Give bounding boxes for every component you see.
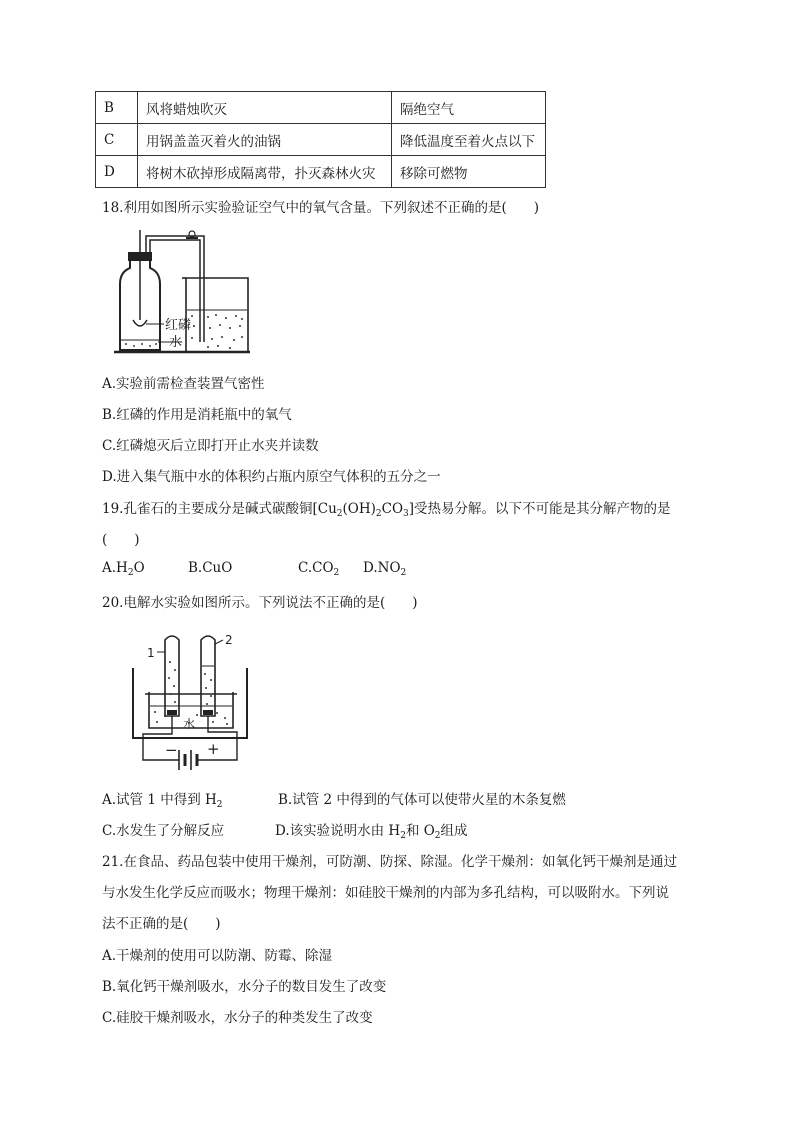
q18-option-a: A.实验前需检查装置气密性	[102, 376, 265, 392]
subscript: 2	[127, 568, 134, 578]
q19-stem-part: CO	[381, 501, 404, 517]
table-row	[96, 124, 546, 156]
q21-option-c: C.硅胶干燥剂吸水，水分子的种类发生了改变	[102, 1010, 373, 1026]
subscript: 2	[400, 568, 407, 578]
q20-stem: 20.电解水实验如图所示。下列说法不正确的是( )	[102, 595, 418, 611]
label-positive: +	[207, 740, 220, 758]
table-cell-action: 用锅盖盖灭着火的油锅	[138, 124, 392, 156]
q18-option-d: D.进入集气瓶中水的体积约占瓶内原空气体积的五分之一	[102, 469, 441, 485]
option-text: D.NO	[363, 560, 401, 576]
option-text: 和 O	[405, 823, 435, 839]
subscript: 2	[400, 831, 406, 841]
label-water: 水	[169, 335, 183, 350]
q19-stem	[102, 497, 671, 517]
label-negative: −	[165, 741, 178, 759]
q18-apparatus-figure	[112, 222, 252, 357]
q19-stem-part: (OH)	[342, 501, 376, 517]
table-cell-letter: B	[96, 92, 138, 124]
label-phosphorus: 红磷	[165, 318, 192, 333]
table-cell-letter: C	[96, 124, 138, 156]
q21-stem-line-2: 与水发生化学反应而吸水；物理干燥剂：如硅胶干燥剂的内部为多孔结构，可以吸附水。下列说	[102, 885, 669, 901]
option-text: D.该实验说明水由 H	[275, 823, 401, 839]
q18-option-c: C.红磷熄灭后立即打开止水夹并读数	[102, 438, 319, 454]
options-table	[95, 91, 546, 188]
option-text: O	[133, 560, 145, 576]
q20-option-c: C.水发生了分解反应	[102, 823, 225, 839]
q19-stem-part: ]受热易分解。以下不可能是其分解产物的是	[408, 501, 671, 517]
label-tube-2: 2	[225, 633, 233, 647]
table-row	[96, 156, 546, 188]
q19-option-b: B.CuO	[188, 560, 233, 576]
table-cell-principle: 移除可燃物	[392, 156, 546, 188]
option-text: 组成	[440, 823, 468, 839]
q19-answer-paren: ( )	[102, 532, 140, 548]
subscript: 2	[375, 509, 382, 519]
subscript: 2	[434, 831, 441, 841]
q20-option-b: B.试管 2 中得到的气体可以使带火星的木条复燃	[278, 792, 566, 808]
table-cell-action: 将树木砍掉形成隔离带，扑灭森林火灾	[138, 156, 392, 188]
q20-electrolysis-figure	[125, 620, 255, 772]
subscript: 2	[216, 800, 223, 810]
table-row	[96, 92, 546, 124]
q21-stem-line-3: 法不正确的是( )	[102, 916, 221, 932]
q19-option-c	[298, 560, 339, 576]
q21-stem-line-1: 21.在食品、药品包装中使用干燥剂，可防潮、防探、除湿。化学干燥剂：如氧化钙干燥剂是通过	[102, 854, 677, 870]
label-water: 水	[183, 717, 196, 731]
option-text: A.试管 1 中得到 H	[102, 792, 217, 808]
q19-option-a	[102, 560, 145, 576]
q18-stem: 18.利用如图所示实验验证空气中的氧气含量。下列叙述不正确的是( )	[102, 200, 540, 216]
q19-option-d	[363, 560, 406, 576]
option-text: A.H	[102, 560, 128, 576]
table-cell-action: 风将蜡烛吹灭	[138, 92, 392, 124]
subscript: 2	[333, 568, 340, 578]
label-tube-1: 1	[147, 646, 155, 660]
subscript: 2	[336, 509, 343, 519]
table-cell-principle: 降低温度至着火点以下	[392, 124, 546, 156]
q21-option-a: A.干燥剂的使用可以防潮、防霉、除湿	[102, 948, 333, 964]
subscript: 3	[403, 509, 409, 519]
q18-option-b: B.红磷的作用是消耗瓶中的氧气	[102, 407, 292, 423]
q20-option-d	[275, 819, 468, 839]
table-cell-letter: D	[96, 156, 138, 188]
q20-option-a	[102, 788, 223, 808]
table-cell-principle: 隔绝空气	[392, 92, 546, 124]
option-text: C.CO	[298, 560, 334, 576]
q21-option-b: B.氧化钙干燥剂吸水，水分子的数目发生了改变	[102, 979, 387, 995]
q19-stem-part: 19.孔雀石的主要成分是碱式碳酸铜[Cu	[102, 501, 337, 517]
